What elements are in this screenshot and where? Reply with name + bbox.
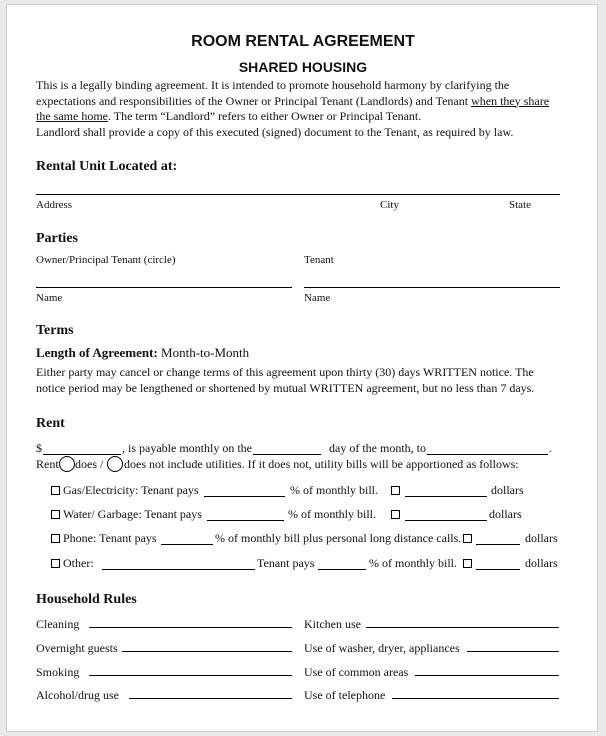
- address-field-line[interactable]: [36, 194, 560, 195]
- terms-line-1: Either party may cancel or change terms of this agreement upon thirty (30) days WRITTEN notice. The: [36, 365, 534, 379]
- does-circle-option[interactable]: [59, 456, 75, 472]
- phone-dollars-field[interactable]: [476, 544, 520, 545]
- document-subtitle: SHARED HOUSING: [238, 59, 368, 75]
- gas-dollars-field[interactable]: [405, 496, 487, 497]
- city-label: City: [380, 199, 399, 211]
- other-percent-field[interactable]: [318, 569, 366, 570]
- tenant-name-field[interactable]: [304, 287, 560, 288]
- telephone-label: Use of telephone: [304, 688, 386, 702]
- owner-name-field[interactable]: [36, 287, 292, 288]
- household-rules-heading: Household Rules: [36, 592, 137, 607]
- address-label: Address: [36, 199, 73, 211]
- dollar-sign: $: [36, 441, 42, 455]
- washer-field[interactable]: [467, 651, 559, 652]
- document-title: ROOM RENTAL AGREEMENT: [191, 33, 415, 50]
- kitchen-field[interactable]: [366, 627, 559, 628]
- does-not-circle-option[interactable]: [107, 456, 123, 472]
- terms-line-2: notice period may be lengthened or shortened by mutual WRITTEN agreement, but no less than 7 days.: [36, 380, 535, 395]
- alcohol-label: Alcohol/drug use: [36, 688, 119, 702]
- other-row: Other:: [51, 556, 94, 571]
- intro-line-4: Landlord shall provide a copy of this executed (signed) document to the Tenant, as required by law.: [36, 124, 514, 139]
- water-pct-text: % of monthly bill.: [288, 507, 376, 521]
- rental-unit-heading: Rental Unit Located at:: [36, 159, 178, 174]
- intro-line-2: expectations and responsibilities of the Owner or Principal Tenant (Landlords) and Tenant when they share: [36, 93, 550, 108]
- water-dollars-field[interactable]: [405, 520, 487, 521]
- rent-heading: Rent: [36, 416, 65, 431]
- gas-dollars-checkbox[interactable]: [391, 486, 400, 495]
- other-dollars-text: dollars: [525, 556, 558, 570]
- does-not-text: does not include utilities. If it does not, utility bills will be apportioned as follows:: [124, 457, 519, 471]
- smoking-field[interactable]: [89, 675, 292, 676]
- intro-paragraph: [36, 78, 549, 140]
- tenant-label: Tenant: [304, 254, 334, 266]
- common-areas-label: Use of common areas: [304, 665, 409, 679]
- phone-dollars-text: dollars: [525, 531, 558, 545]
- kitchen-label: Kitchen use: [304, 617, 361, 631]
- phone-dollars-checkbox[interactable]: [463, 534, 472, 543]
- period-text: .: [549, 441, 552, 455]
- terms-heading: Terms: [36, 323, 74, 338]
- rent-amount-field[interactable]: [43, 454, 121, 455]
- telephone-field[interactable]: [392, 698, 559, 699]
- water-dollars-text: dollars: [489, 507, 522, 521]
- other-dollars-checkbox[interactable]: [463, 559, 472, 568]
- water-dollars-checkbox[interactable]: [391, 510, 400, 519]
- other-checkbox[interactable]: [51, 559, 60, 568]
- overnight-field[interactable]: [122, 651, 292, 652]
- gas-pct-text: % of monthly bill.: [290, 483, 378, 497]
- parties-heading: Parties: [36, 231, 78, 246]
- owner-label: Owner/Principal Tenant (circle): [36, 254, 176, 266]
- washer-label: Use of washer, dryer, appliances: [304, 641, 460, 655]
- other-tenant-text: Tenant pays: [257, 556, 315, 570]
- phone-percent-field[interactable]: [161, 544, 213, 545]
- common-areas-field[interactable]: [415, 675, 559, 676]
- phone-row: Phone: Tenant pays: [51, 531, 157, 546]
- phone-pct-text: % of monthly bill plus personal long distance calls.: [215, 531, 462, 545]
- gas-checkbox[interactable]: [51, 486, 60, 495]
- cleaning-label: Cleaning: [36, 617, 80, 631]
- other-dollars-field[interactable]: [476, 569, 520, 570]
- state-label: State: [509, 199, 531, 211]
- length-of-agreement: Length of Agreement: Month-to-Month: [36, 345, 250, 360]
- does-text: does /: [75, 457, 104, 471]
- alcohol-field[interactable]: [129, 698, 292, 699]
- smoking-label: Smoking: [36, 665, 80, 679]
- owner-name-label: Name: [36, 292, 63, 304]
- gas-row: Gas/Electricity: Tenant pays: [51, 483, 199, 498]
- intro-line-3: the same home. The term “Landlord” refers to either Owner or Principal Tenant.: [36, 109, 422, 123]
- cleaning-field[interactable]: [89, 627, 292, 628]
- water-checkbox[interactable]: [51, 510, 60, 519]
- terms-paragraph: [36, 365, 534, 396]
- water-percent-field[interactable]: [207, 520, 284, 521]
- day-of-month-text: day of the month, to: [329, 441, 426, 455]
- payee-field[interactable]: [427, 454, 548, 455]
- tenant-name-label: Name: [304, 292, 331, 304]
- water-row: Water/ Garbage: Tenant pays: [51, 507, 202, 522]
- payable-text: , is payable monthly on the: [122, 441, 252, 455]
- due-day-field[interactable]: [253, 454, 321, 455]
- gas-percent-field[interactable]: [204, 496, 285, 497]
- gas-dollars-text: dollars: [491, 483, 524, 497]
- overnight-label: Overnight guests: [36, 641, 118, 655]
- other-pct-text: % of monthly bill.: [369, 556, 457, 570]
- intro-line-1: This is a legally binding agreement. It is intended to promote household harmony by clarifying the: [36, 78, 510, 92]
- rent-word: Rent: [36, 457, 59, 471]
- agreement-page: [6, 4, 598, 732]
- other-description-field[interactable]: [102, 569, 255, 570]
- phone-checkbox[interactable]: [51, 534, 60, 543]
